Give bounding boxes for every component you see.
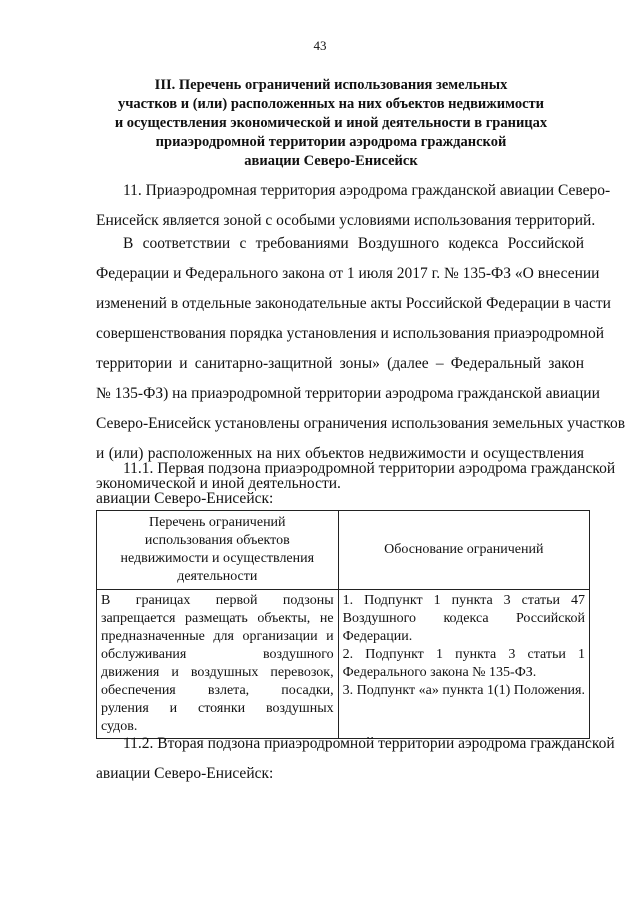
text-line: Северо-Енисейск установлены ограничения использования земельных участков [96,415,626,432]
text-line: изменений в отдельные законодательные акты Российской Федерации в части [96,295,611,312]
text-line: экономической и иной деятельности. [96,475,341,492]
title-line: участков и (или) расположенных на них объектов недвижимости [117,96,544,112]
table-cell-basis: 1. Подпункт 1 пункта 3 статьи 47 Воздушного кодекса Российской Федерации. 2. Подпункт 1 пункта 3 статьи 1 Федерального закона № 135-ФЗ. 3. Подпункт «а» пункта 1(1) Положения. [338,590,589,739]
paragraph-11-2 [96,729,615,789]
page-number: 43 [313,38,327,53]
table-cell-restriction: В границах первой подзоны запрещается размещать объекты, не предназначенные для организации и обслуживания воздушного движения и воздушных перевозок, обеспечения взлета, посадки, руления и стоянки воздушных судов. [97,590,339,739]
text-line: Федерации и Федерального закона от 1 июля 2017 г. № 135-ФЗ «О внесении [96,265,600,282]
table-header-row [97,511,590,590]
title-line: и осуществления экономической и иной деятельности в границах [114,115,548,131]
table-header-restrictions: Перечень ограничений использования объектов недвижимости и осуществления деятельности [97,511,339,590]
text-line: и (или) расположенных на них объектов недвижимости и осуществления [96,445,584,462]
restrictions-table [96,510,590,739]
title-line: III. Перечень ограничений использования земельных [154,77,508,93]
table-row [97,590,590,739]
text-line: Енисейск является зоной с особыми условиями использования территорий. [96,212,596,229]
text-line: В соответствии с требованиями Воздушного кодекса Российской [123,235,584,252]
text-line: № 135-ФЗ) на приаэродромной территории аэродрома гражданской авиации [96,385,600,402]
text-line: авиации Северо-Енисейск: [96,765,274,782]
title-line: приаэродромной территории аэродрома гражданской [155,134,507,150]
text-line: совершенствования порядка установления и использования приаэродромной [96,325,605,342]
text-line: 11. Приаэродромная территория аэродрома гражданской авиации Северо- [123,182,611,199]
section-title [96,76,566,171]
text-line: 11.2. Вторая подзона приаэродромной территории аэродрома гражданской [123,735,615,752]
paragraph-11-1 [96,454,616,514]
text-line: авиации Северо-Енисейск: [96,490,274,507]
text-line: 11.1. Первая подзона приаэродромной территории аэродрома гражданской [123,460,616,477]
text-line: территории и санитарно-защитной зоны» (далее – Федеральный закон [96,355,584,372]
table-header-basis: Обоснование ограничений [338,511,589,590]
paragraph-11 [96,176,611,236]
title-line: авиации Северо-Енисейск [244,153,418,169]
